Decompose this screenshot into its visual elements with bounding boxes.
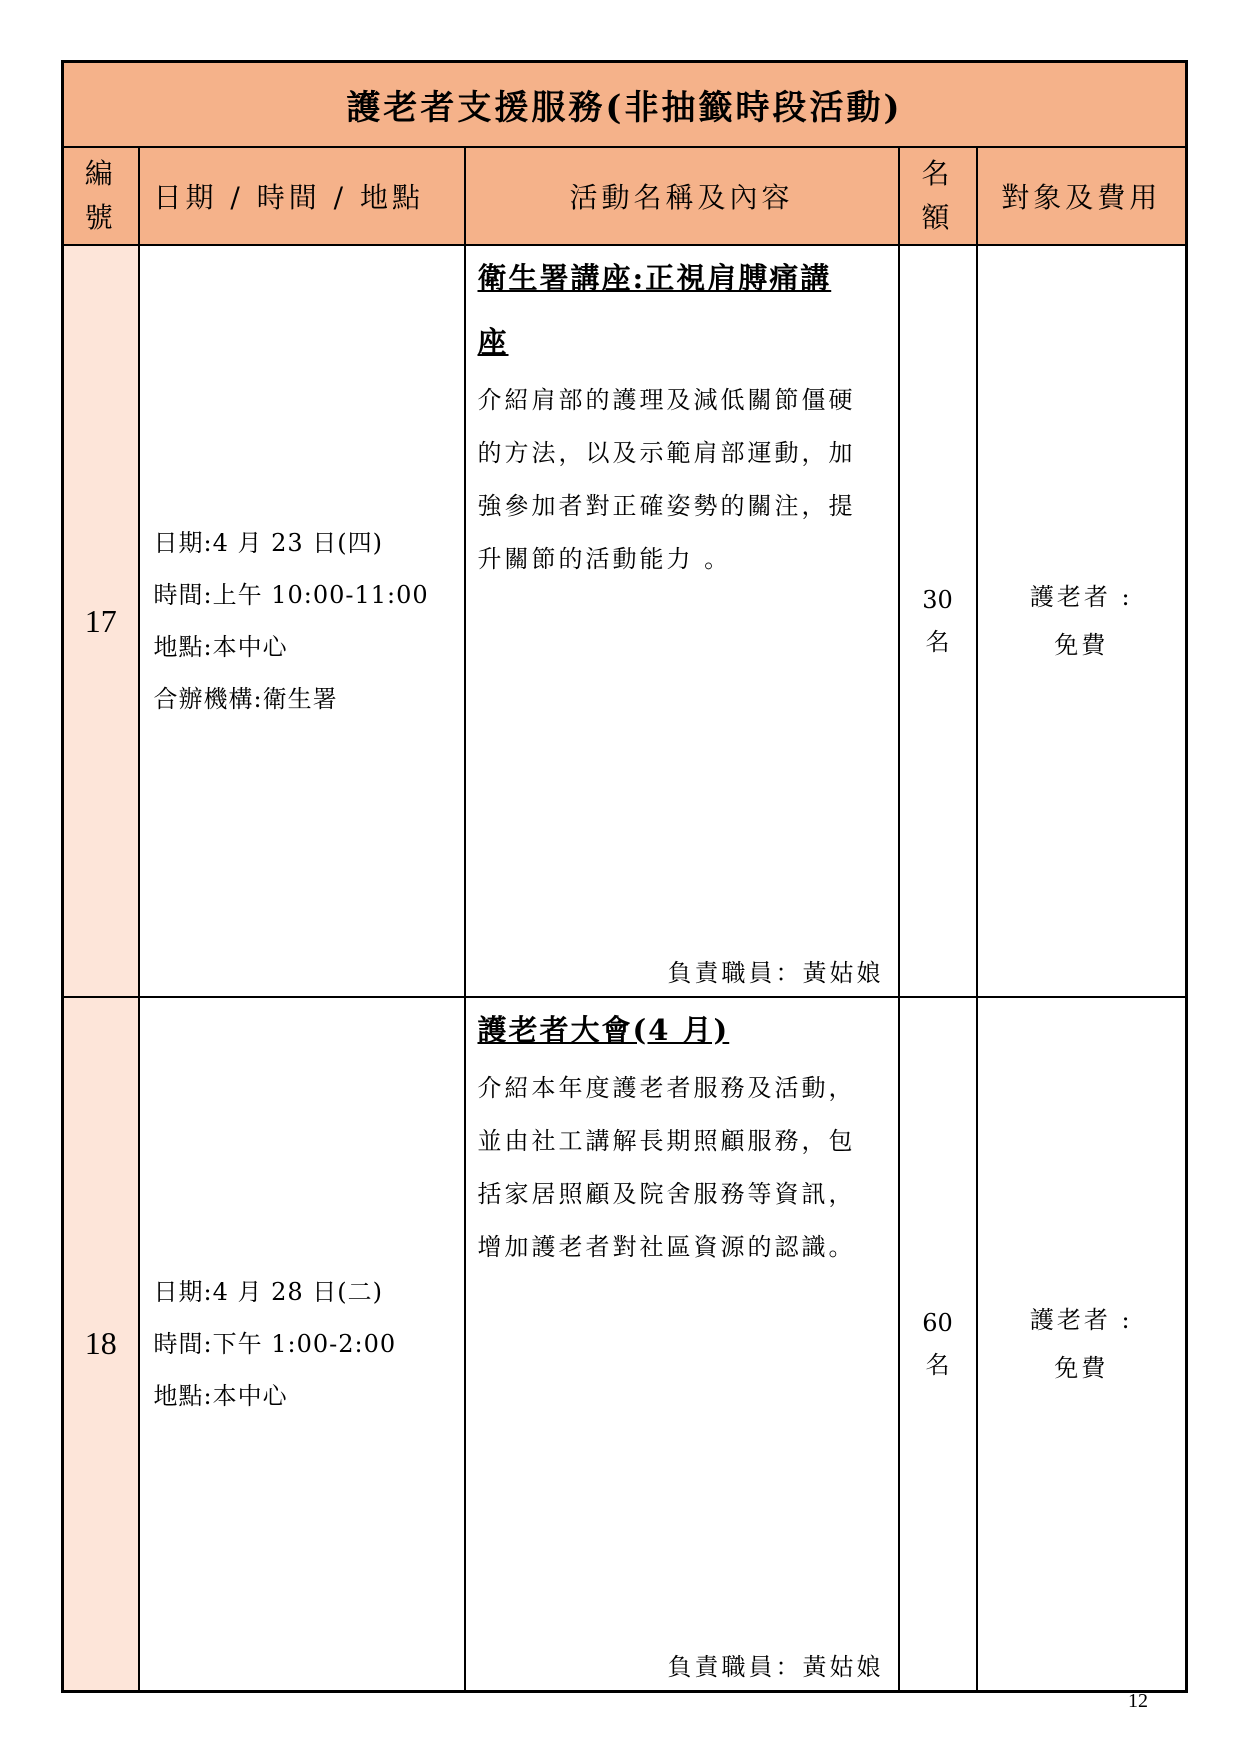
place-text: 地點:本中心 <box>153 633 288 661</box>
row-target-fee: 護老者 : 免費 <box>977 245 1187 997</box>
schedule-table <box>61 60 1188 1693</box>
header-datetime: 日期 / 時間 / 地點 <box>139 147 465 245</box>
organizer-text: 合辦機構:衛生署 <box>153 685 338 713</box>
table-row <box>63 245 1187 997</box>
page-number: 12 <box>1128 1690 1148 1712</box>
header-activity: 活動名稱及內容 <box>465 147 899 245</box>
row-datetime <box>139 997 465 1691</box>
staff-in-charge: 負責職員：黃姑娘 <box>667 959 884 987</box>
staff-in-charge: 負責職員：黃姑娘 <box>667 1652 884 1681</box>
activity-description: 介紹本年度護老者服務及活動， 並由社工講解長期照顧服務，包 括家居照顧及院舍服務等資訊， 增加護老者對社區資源的認識。 <box>477 1074 856 1261</box>
row-activity <box>465 997 899 1691</box>
date-text: 日期:4 月 28 日(二) <box>153 1277 384 1306</box>
place-text: 地點:本中心 <box>153 1381 288 1410</box>
time-text: 時間:上午 10:00-11:00 <box>153 581 429 609</box>
activity-title: 衛生署講座:正視肩膊痛講 座 <box>477 261 832 359</box>
activity-description: 介紹肩部的護理及減低關節僵硬 的方法，以及示範肩部運動，加 強參加者對正確姿勢的關注，提 升關節的活動能力 。 <box>477 386 856 573</box>
header-quota: 名 額 <box>899 147 977 245</box>
row-quota: 60 名 <box>899 997 977 1691</box>
header-target: 對象及費用 <box>977 147 1187 245</box>
row-datetime <box>139 245 465 997</box>
activity-title: 護老者大會(4 月) <box>477 1013 730 1047</box>
header-number: 編 號 <box>63 147 139 245</box>
table-title: 護老者支援服務(非抽籤時段活動) <box>63 62 1187 148</box>
time-text: 時間:下午 1:00-2:00 <box>153 1329 397 1358</box>
row-number: 17 <box>63 245 139 997</box>
row-quota: 30 名 <box>899 245 977 997</box>
date-text: 日期:4 月 23 日(四) <box>153 529 384 557</box>
table-row <box>63 997 1187 1691</box>
row-target-fee: 護老者 : 免費 <box>977 997 1187 1691</box>
row-number: 18 <box>63 997 139 1691</box>
row-activity <box>465 245 899 997</box>
